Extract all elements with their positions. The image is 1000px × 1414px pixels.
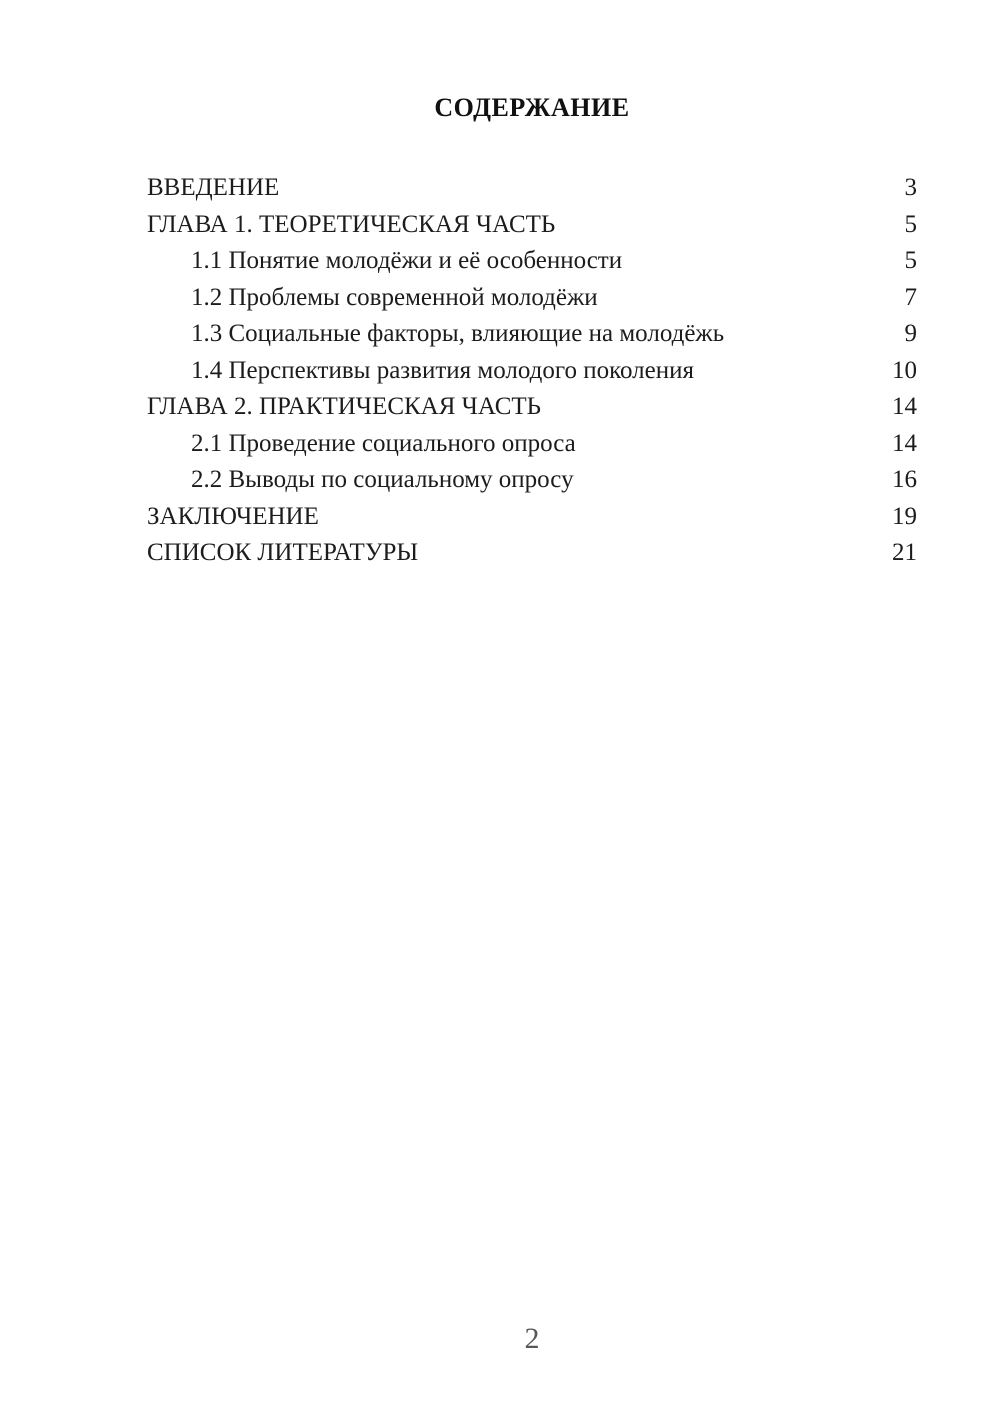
toc-entry-page-number: 5 [904, 247, 917, 275]
toc-entry-label: 2.2 Выводы по социальному опросу [191, 466, 574, 494]
toc-entry-page-number: 7 [904, 283, 917, 311]
toc-entry-page-number: 3 [904, 174, 917, 201]
toc-entry-label: ГЛАВА 2. ПРАКТИЧЕСКАЯ ЧАСТЬ [147, 393, 542, 421]
toc-entry [147, 426, 917, 463]
toc-entry-page-number: 5 [904, 210, 917, 238]
toc-entry [147, 207, 917, 244]
toc-entry [147, 462, 917, 499]
toc-entry-page-number: 10 [892, 356, 917, 384]
toc-entry-page-number: 14 [892, 393, 917, 421]
toc-entry-label: 1.2 Проблемы современной молодёжи [191, 283, 598, 311]
toc-entry [147, 170, 917, 207]
toc-entry [147, 389, 917, 426]
toc-entry [147, 316, 917, 353]
toc-entry-label: 2.1 Проведение социального опроса [191, 429, 576, 457]
toc-entry [147, 535, 917, 572]
table-of-contents [147, 170, 917, 572]
toc-entry [147, 353, 917, 390]
toc-entry-page-number: 9 [904, 320, 917, 348]
toc-entry [147, 243, 917, 280]
toc-entry [147, 499, 917, 536]
toc-entry-label: 1.4 Перспективы развития молодого поколения [191, 356, 695, 384]
toc-entry [147, 280, 917, 317]
toc-entry-label: 1.3 Социальные факторы, влияющие на молодёжь [191, 320, 725, 348]
toc-entry-page-number: 16 [892, 466, 917, 494]
toc-entry-page-number: 19 [892, 502, 917, 530]
toc-entry-label: ГЛАВА 1. ТЕОРЕТИЧЕСКАЯ ЧАСТЬ [147, 210, 556, 238]
toc-entry-label: ВВЕДЕНИЕ [147, 174, 280, 201]
toc-entry-label: 1.1 Понятие молодёжи и её особенности [191, 247, 623, 275]
toc-entry-label: СПИСОК ЛИТЕРАТУРЫ [147, 539, 419, 567]
toc-entry-page-number: 14 [892, 429, 917, 457]
toc-entry-label: ЗАКЛЮЧЕНИЕ [147, 502, 319, 530]
page-title: СОДЕРЖАНИЕ [434, 93, 630, 122]
page-number: 2 [524, 1322, 540, 1355]
toc-entry-page-number: 21 [892, 539, 917, 567]
